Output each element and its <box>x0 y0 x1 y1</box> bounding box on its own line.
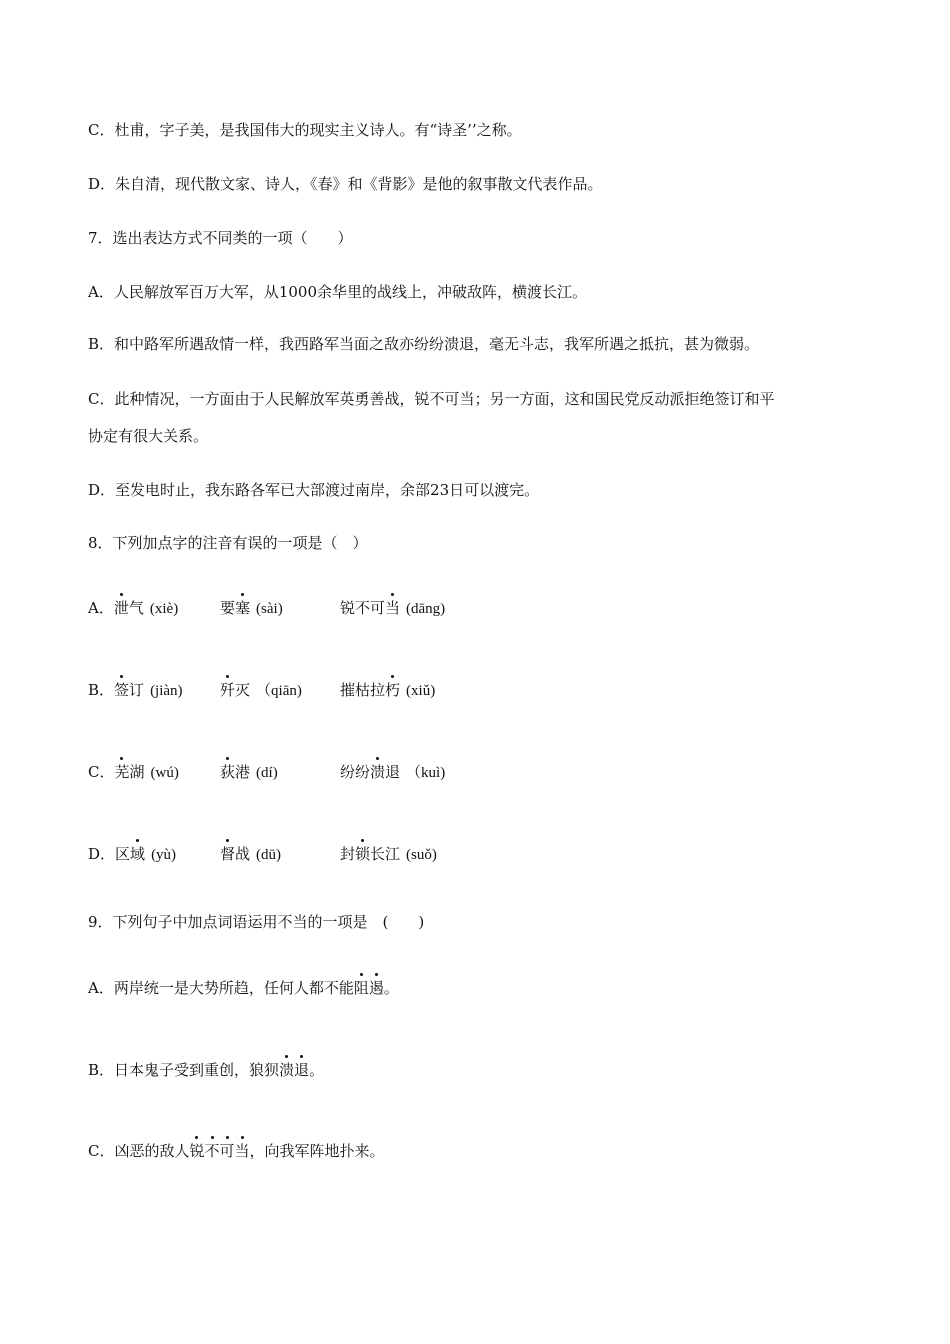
word-text: 纷纷 <box>340 763 371 781</box>
q8-option-seg <box>220 598 283 619</box>
pinyin: (sài) <box>256 601 283 617</box>
dotted-char: 溃 <box>370 763 386 781</box>
q9-option-a <box>88 978 399 998</box>
dotted-char: 歼 <box>220 681 236 699</box>
pinyin: (yù) <box>151 847 177 863</box>
dotted-char: 朽 <box>385 681 401 699</box>
q8-option-seg <box>220 844 281 865</box>
pinyin: (jiàn) <box>150 683 183 699</box>
pinyin: (dí) <box>256 765 278 781</box>
q8-option-label: D． <box>88 845 116 863</box>
q7-option-c-line2: 协定有很大关系。 <box>88 427 209 445</box>
option-text: B．日本鬼子受到重创，狼狈 <box>88 1061 280 1079</box>
q7-option-b: B．和中路军所遇敌情一样，我西路军当面之敌亦纷纷溃退，毫无斗志，我军所遇之抵抗，甚为微弱。 <box>88 335 760 353</box>
q8-option-row <box>88 680 788 702</box>
option-text: ，向我军阵地扑来。 <box>249 1142 385 1160</box>
word-text: 湖 <box>129 763 145 781</box>
pinyin: (suǒ) <box>406 847 437 863</box>
pinyin: (dāng) <box>406 601 446 617</box>
q6-option-d: D．朱自清，现代散文家、诗人，《春》和《背影》是他的叙事散文代表作品。 <box>88 175 603 193</box>
dotted-char: 芜 <box>114 763 130 781</box>
word-text: 封 <box>340 845 356 863</box>
q8-option-seg <box>88 844 176 865</box>
word-text: 灭 <box>235 681 251 699</box>
q6-option-c: C．杜甫，字子美，是我国伟大的现实主义诗人。有“诗圣’’之称。 <box>88 121 522 139</box>
q8-option-label: C． <box>88 763 115 781</box>
option-text: 。 <box>309 1061 325 1079</box>
word-text: 战 <box>235 845 251 863</box>
dotted-char: 锁 <box>355 845 371 863</box>
option-text: C．凶恶的敌人 <box>88 1142 190 1160</box>
q9-stem: 9．下列句子中加点词语运用不当的一项是 ( ) <box>88 913 425 931</box>
q7-option-a: A．人民解放军百万大军，从1000余华里的战线上，冲破敌阵，横渡长江。 <box>88 283 588 301</box>
q8-option-seg <box>88 680 183 701</box>
option-text: 。 <box>383 979 399 997</box>
dotted-char: 可 <box>219 1142 235 1160</box>
word-text: 区 <box>115 845 131 863</box>
word-text: 气 <box>128 599 144 617</box>
dotted-char: 阻 <box>353 979 369 997</box>
q8-option-seg <box>88 762 179 783</box>
q8-option-row <box>88 844 788 866</box>
pinyin: （kuì) <box>406 765 446 781</box>
dotted-char: 当 <box>234 1142 250 1160</box>
dotted-char: 不 <box>204 1142 220 1160</box>
q9-option-b <box>88 1060 324 1080</box>
q7-option-d: D．至发电时止，我东路各军已大部渡过南岸，余部23日可以渡完。 <box>88 481 540 499</box>
dotted-char: 遏 <box>368 979 384 997</box>
q8-option-row <box>88 762 788 784</box>
pinyin: (dū) <box>256 847 282 863</box>
pinyin: (xiǔ) <box>406 683 436 699</box>
q8-option-seg <box>340 680 435 701</box>
dotted-char: 塞 <box>235 599 251 617</box>
dotted-char: 当 <box>385 599 401 617</box>
q8-option-seg <box>220 762 278 783</box>
dotted-char: 退 <box>294 1061 310 1079</box>
q7-option-c-line1: C．此种情况，一方面由于人民解放军英勇善战，锐不可当；另一方面，这和国民党反动派拒绝签订和平 <box>88 390 775 408</box>
pinyin: （qiān) <box>256 683 302 699</box>
q8-stem: 8．下列加点字的注音有误的一项是（ ） <box>88 534 368 552</box>
word-text: 退 <box>385 763 401 781</box>
dotted-char: 泄 <box>113 599 129 617</box>
q9-option-c <box>88 1141 385 1161</box>
q8-option-label: B． <box>88 681 115 699</box>
dotted-char: 域 <box>130 845 146 863</box>
word-text: 要 <box>220 599 236 617</box>
pinyin: (wú) <box>150 765 179 781</box>
pinyin: (xiè) <box>149 601 179 617</box>
word-text: 港 <box>235 763 251 781</box>
dotted-char: 荻 <box>220 763 236 781</box>
dotted-char: 签 <box>114 681 130 699</box>
option-text: A．两岸统一是大势所趋，任何人都不能 <box>88 979 354 997</box>
q8-option-seg <box>88 598 178 619</box>
word-text: 锐不可 <box>340 599 386 617</box>
q8-option-seg <box>340 598 445 619</box>
q7-stem: 7．选出表达方式不同类的一项（ ） <box>88 229 353 247</box>
q8-option-seg <box>340 844 437 865</box>
dotted-char: 锐 <box>189 1142 205 1160</box>
q8-option-seg <box>220 680 302 701</box>
word-text: 摧枯拉 <box>340 681 386 699</box>
dotted-char: 溃 <box>279 1061 295 1079</box>
q8-option-seg <box>340 762 445 783</box>
word-text: 长江 <box>370 845 401 863</box>
dotted-char: 督 <box>220 845 236 863</box>
q8-option-label: A． <box>88 599 114 617</box>
q8-option-row <box>88 598 788 620</box>
word-text: 订 <box>129 681 145 699</box>
